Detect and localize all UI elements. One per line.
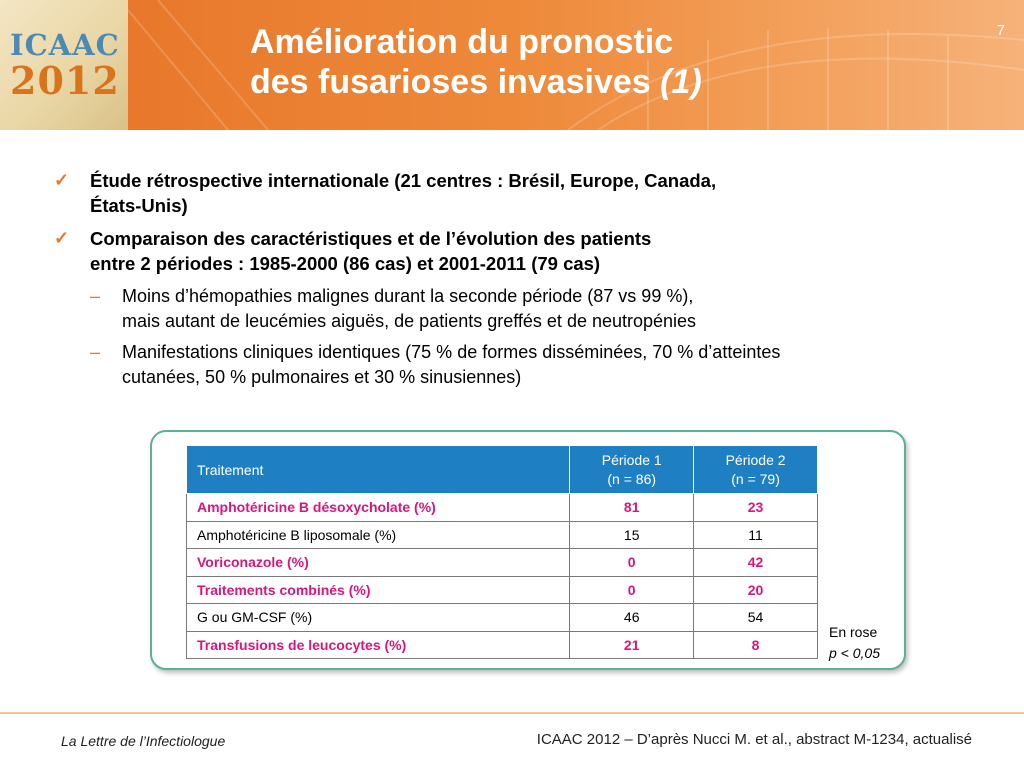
bullet-line: Comparaison des caractéristiques et de l’évolution des patients bbox=[90, 228, 652, 249]
header-line: Période 1 bbox=[601, 451, 662, 468]
cell-period-2: 11 bbox=[694, 521, 818, 549]
cell-period-1: 0 bbox=[570, 576, 694, 604]
cell-period-1: 15 bbox=[570, 521, 694, 549]
table-row bbox=[187, 631, 818, 659]
cell-period-2: 20 bbox=[694, 576, 818, 604]
note-line-1: En rose bbox=[829, 624, 878, 640]
check-mark-icon: ✓ bbox=[54, 170, 70, 190]
bullet-item bbox=[54, 168, 954, 218]
bullet-line: États-Unis) bbox=[90, 195, 188, 216]
cell-period-1: 46 bbox=[570, 604, 694, 632]
bullet-line: Moins d’hémopathies malignes durant la seconde période (87 vs 99 %), bbox=[122, 286, 694, 306]
title-line-2-main: des fusarioses invasives bbox=[250, 63, 661, 101]
row-label: Traitements combinés (%) bbox=[187, 576, 570, 604]
table-row bbox=[187, 604, 818, 632]
bullet-line: Manifestations cliniques identiques (75 % de formes disséminées, 70 % d’atteintes bbox=[122, 342, 781, 362]
title-line-2-ref: (1) bbox=[660, 63, 702, 101]
column-header-period-2 bbox=[694, 446, 818, 494]
dash-icon: – bbox=[90, 342, 101, 362]
row-label: G ou GM-CSF (%) bbox=[187, 604, 570, 632]
bullet-list bbox=[54, 168, 954, 396]
table-row bbox=[187, 549, 818, 577]
page-number: 7 bbox=[996, 22, 1005, 39]
column-header-treatment: Traitement bbox=[187, 446, 570, 494]
bullet-line: Étude rétrospective internationale (21 centres : Brésil, Europe, Canada, bbox=[90, 170, 717, 191]
dash-icon: – bbox=[90, 286, 101, 306]
table-row bbox=[187, 576, 818, 604]
row-label: Amphotéricine B désoxycholate (%) bbox=[187, 494, 570, 522]
sub-bullet-item bbox=[54, 340, 954, 390]
footer-source: ICAAC 2012 – D’après Nucci M. et al., abstract M-1234, actualisé bbox=[536, 731, 972, 748]
header-line: Période 2 bbox=[725, 451, 786, 468]
bullet-line: cutanées, 50 % pulmonaires et 30 % sinusiennes) bbox=[122, 367, 522, 387]
cell-period-1: 0 bbox=[570, 549, 694, 577]
table-row bbox=[187, 521, 818, 549]
header-line: (n = 79) bbox=[731, 470, 780, 487]
title-line-2 bbox=[250, 62, 702, 102]
logo-text-icaac: ICAAC bbox=[10, 28, 120, 62]
footer-publication: La Lettre de l’Infectiologue bbox=[61, 733, 226, 749]
row-label: Amphotéricine B liposomale (%) bbox=[187, 521, 570, 549]
note-line-2: p < 0,05 bbox=[829, 645, 880, 661]
header-line: (n = 86) bbox=[607, 470, 657, 487]
bullet-item bbox=[54, 226, 954, 276]
row-label: Transfusions de leucocytes (%) bbox=[187, 631, 570, 659]
conference-logo bbox=[0, 0, 128, 130]
table-row bbox=[187, 494, 818, 522]
cell-period-2: 23 bbox=[694, 494, 818, 522]
logo-text-year: 2012 bbox=[10, 58, 120, 103]
cell-period-2: 8 bbox=[694, 631, 818, 659]
treatment-table bbox=[186, 445, 818, 659]
bullet-line: entre 2 périodes : 1985-2000 (86 cas) et 2001-2011 (79 cas) bbox=[90, 253, 601, 274]
cell-period-2: 54 bbox=[694, 604, 818, 632]
cell-period-1: 21 bbox=[570, 631, 694, 659]
cell-period-2: 42 bbox=[694, 549, 818, 577]
significance-note bbox=[829, 622, 880, 664]
row-label: Voriconazole (%) bbox=[187, 549, 570, 577]
column-header-period-1 bbox=[570, 446, 694, 494]
cell-period-1: 81 bbox=[570, 494, 694, 522]
table-header-row bbox=[187, 446, 818, 494]
title-banner bbox=[128, 0, 1024, 130]
footer-divider bbox=[0, 712, 1024, 714]
title-line-1: Amélioration du pronostic bbox=[250, 23, 674, 61]
check-mark-icon: ✓ bbox=[54, 228, 70, 248]
slide-title bbox=[250, 22, 702, 102]
sub-bullet-item bbox=[54, 284, 954, 334]
bullet-line: mais autant de leucémies aiguës, de patients greffés et de neutropénies bbox=[122, 311, 697, 331]
